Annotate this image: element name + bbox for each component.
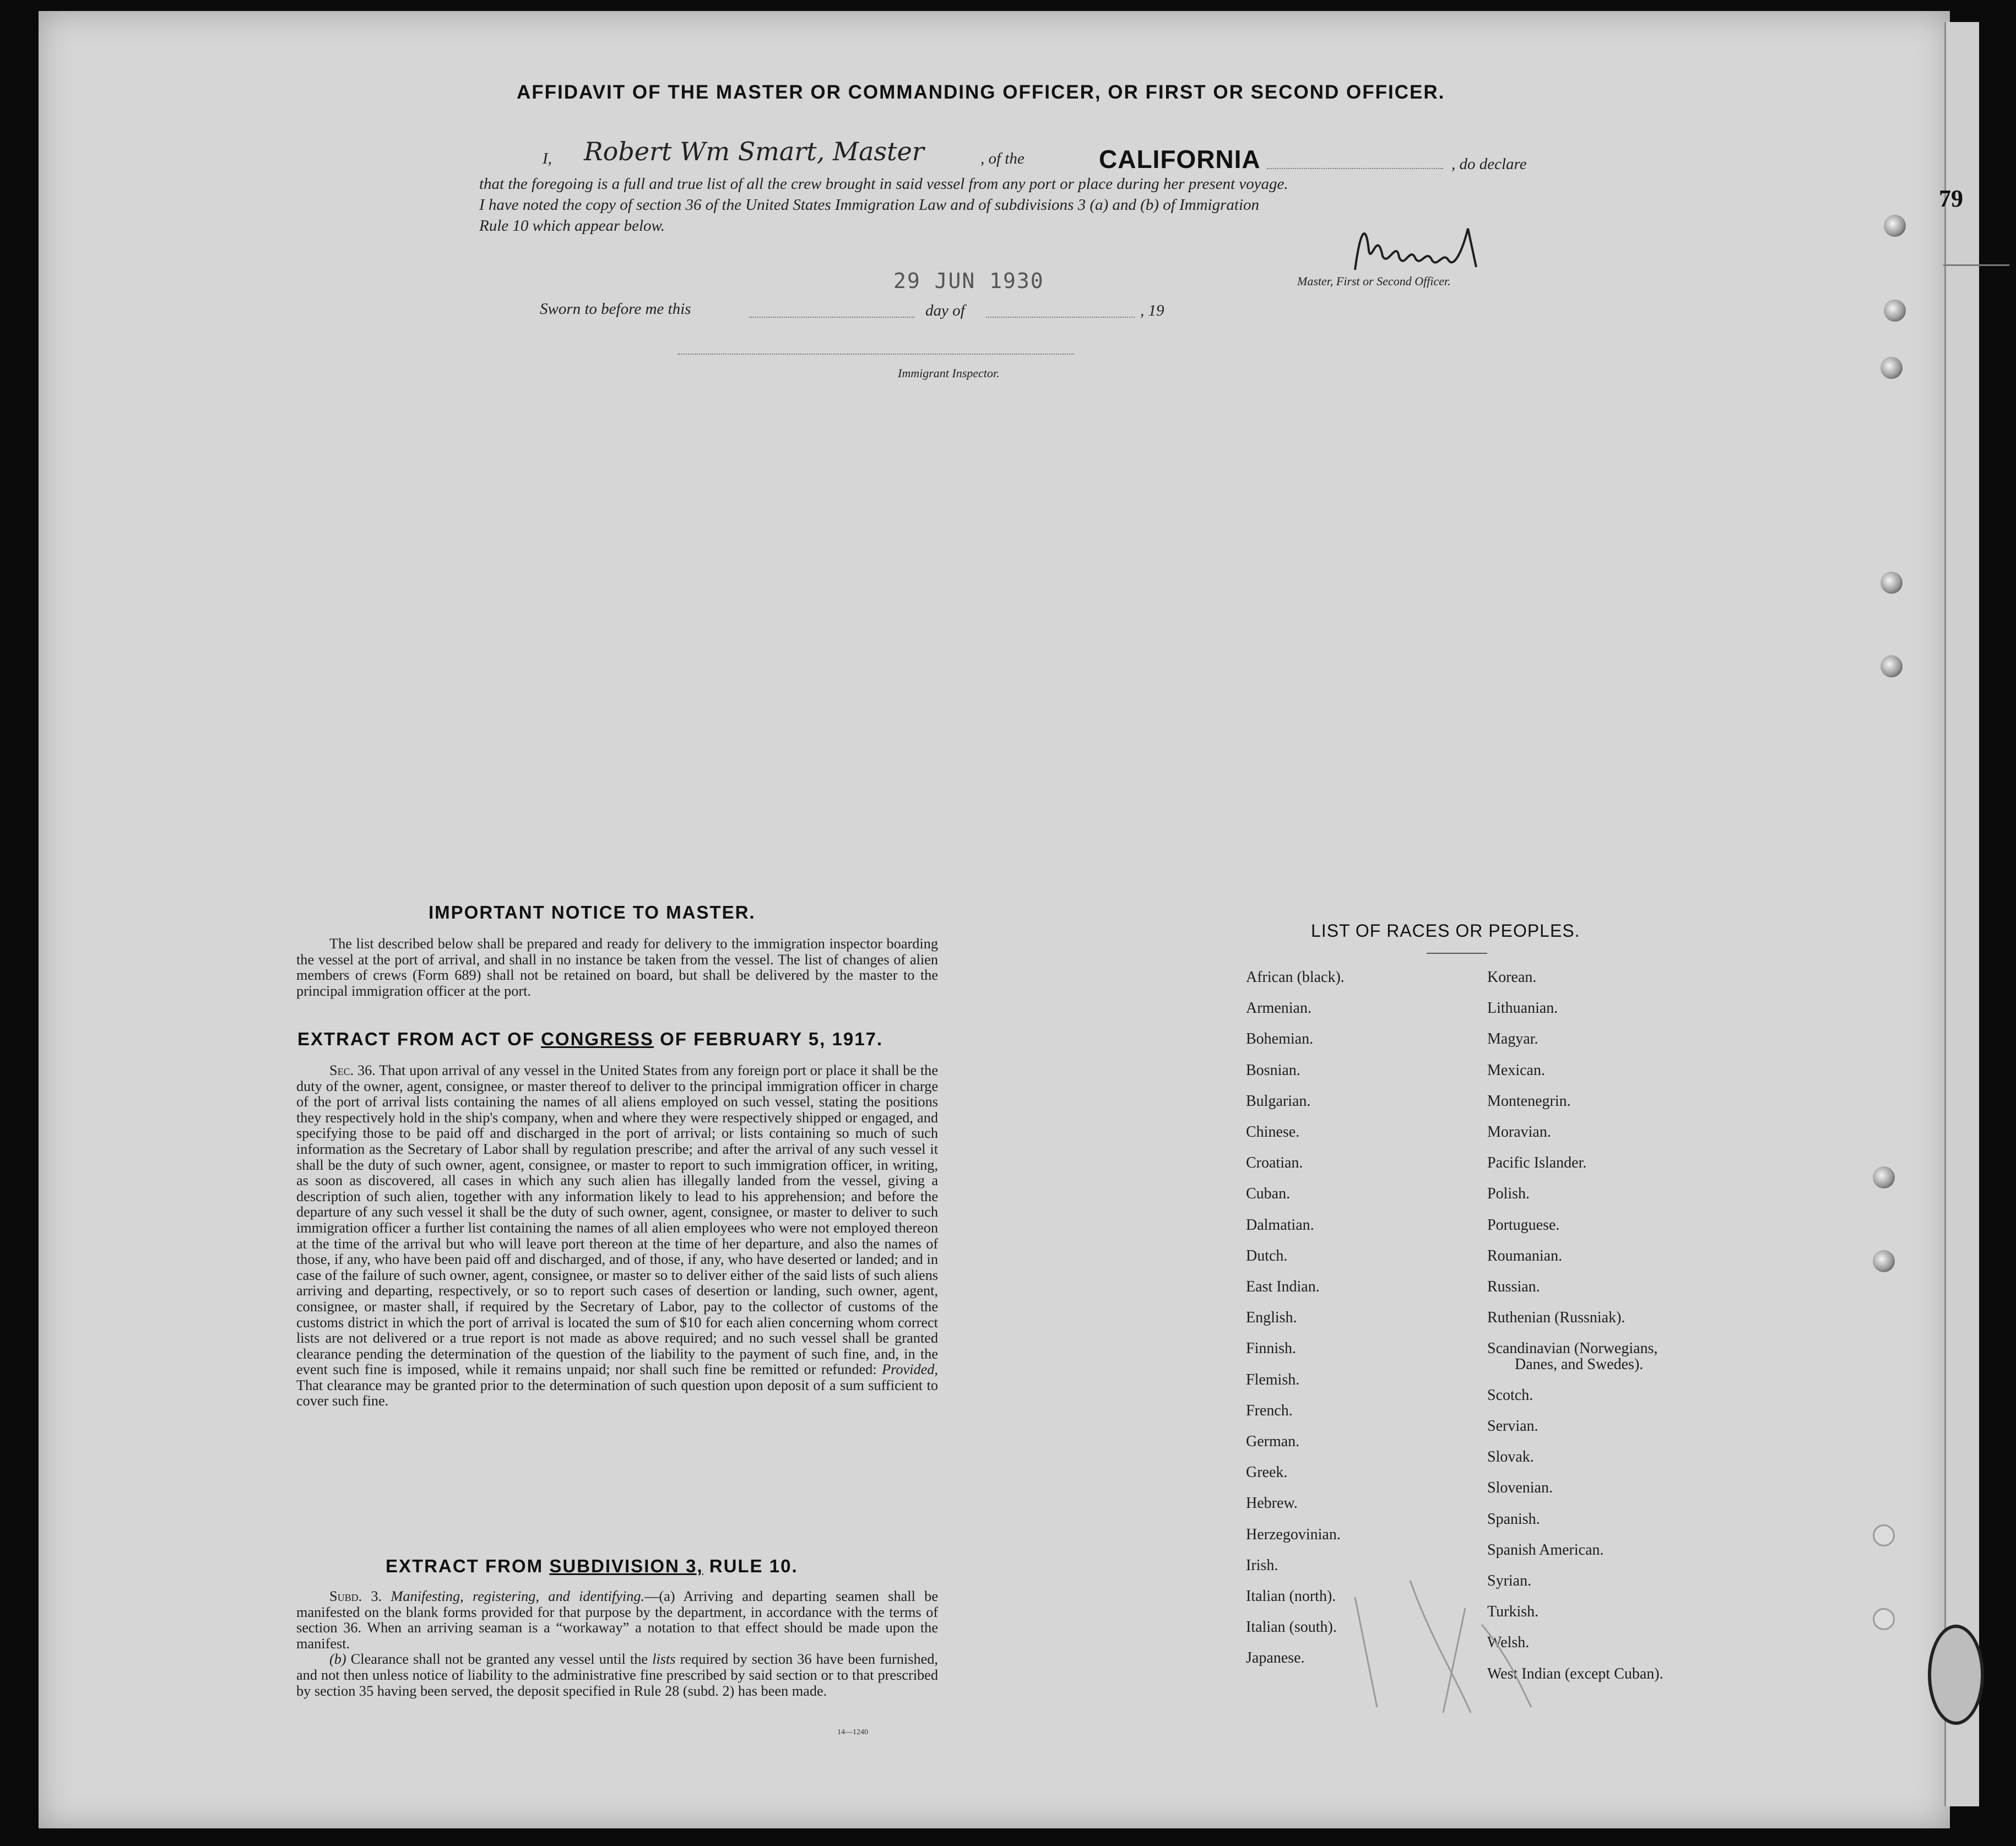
sec-36-label: Sec. 36. [329,1062,376,1078]
rule-title-pre: EXTRACT FROM [386,1556,544,1576]
race-item: Dutch. [1246,1247,1288,1264]
sworn-before: Sworn to before me this [540,300,691,318]
race-item: Scotch. [1487,1386,1533,1404]
rule-paragraph-b [296,1652,938,1699]
master-name-handwritten: Robert Wm Smart, Master [584,137,924,166]
race-item: Hebrew. [1246,1495,1298,1512]
archive-seal [1928,1625,1984,1725]
page-edge-rule [1943,264,2009,266]
race-item: Moravian. [1487,1123,1551,1141]
race-item: Servian. [1487,1418,1538,1435]
notice-paragraph: The list described below shall be prepared and ready for delivery to the immigration inspector boarding the vessel at the port of arrival, and shall in no instance be taken from the vessel. The list of changes of alien members of crews (Form 689) shall not be retained on board, but shall be delivered by the master to the principal immigration officer at the port. [296,936,938,999]
race-item: Slovenian. [1487,1479,1553,1497]
races-title: LIST OF RACES OR PEOPLES. [1311,921,1580,941]
binder-hole [1873,1166,1895,1188]
pencil-marks [1344,1572,1542,1718]
act-paragraph [296,1063,938,1409]
race-item: Polish. [1487,1185,1530,1203]
race-item: African (black). [1246,969,1345,986]
race-item: German. [1246,1433,1300,1450]
affidavit-line-4: Rule 10 which appear below. [479,217,665,235]
rule-paragraph-a [296,1589,938,1652]
race-item: Bohemian. [1246,1030,1314,1048]
race-item: Cuban. [1246,1185,1291,1203]
binder-hole [1880,572,1903,594]
race-item: Chinese. [1246,1123,1300,1141]
act-text: That upon arrival of any vessel in the United States from any foreign port or place it shall be the duty of the owner, agent, consignee, or master thereof to deliver to the principal immigration officer in charge of the port of arrival lists containing the names of all aliens employed on such vessel, stating the positions they respectively hold in the ship's company, when and where they were respectively shipped or engaged, and specifying those to be paid off and discharged in the port of arrival; or lists containing so much of such information as the Secretary of Labor shall by regulation prescribe; and after the arrival of any such vessel it shall be the duty of such owner, agent, consignee, or master to report to such immigration officer, in writing, as soon as discovered, all cases in which any such alien has illegally landed from the vessel, giving a description of such alien, together with any information likely to lead to his apprehension; and before the departure of any such vessel it shall be the duty of such owner, agent, consignee, or master to deliver to such immigration officer a further list containing the names of all alien employees who were not employed thereon at the time of the arrival but who will leave port thereon at the time of her departure, and also the names of those, if any, who have been paid off and discharged, and of those, if any, who have deserted or landed; and in case of the failure of such owner, agent, consignee, or master so to deliver either of the said lists of such aliens arriving and departing, respectively, or so to report such cases of desertion or landing, such owner, agent, consignee, or master shall, if required by the Secretary of Labor, pay to the collector of customs of the customs district in which the port of arrival is located the sum of $10 for each alien concerning whom correct lists are not delivered or a true report is not made as above required; and no such vessel shall be granted clearance pending the determination of the question of the liability to the payment of such fine, and, in the event such fine is imposed, while it remains unpaid; nor shall such fine be remitted or refunded: [296,1062,938,1378]
race-item: Korean. [1487,969,1537,986]
lists-word: lists [652,1651,676,1668]
act-extract-title [297,1029,883,1050]
race-item: Russian. [1487,1278,1540,1295]
race-item: Flemish. [1246,1371,1300,1388]
race-item: Bulgarian. [1246,1092,1311,1110]
rule-title-sub: SUBDIVISION 3, [549,1556,703,1576]
race-item: Dalmatian. [1246,1216,1314,1234]
race-item: Lithuanian. [1487,1000,1558,1017]
race-item: Syrian. [1487,1572,1532,1589]
race-item: Japanese. [1246,1649,1305,1667]
act-text-end: That clearance may be granted prior to the determination of such question upon deposit of a sum sufficient to cover such fine. [296,1377,938,1409]
subd-heading: Manifesting, registering, and identifying. [391,1588,645,1604]
rule-extract-title [386,1556,798,1577]
subd-label: Subd. 3. [329,1588,382,1604]
race-item: Herzegovinian. [1246,1525,1341,1543]
affidavit-do-declare: , do declare [1451,155,1527,173]
race-item: English. [1246,1309,1297,1327]
notice-text [296,936,938,999]
binder-hole [1873,1250,1895,1272]
act-title-congress: CONGRESS [541,1029,654,1049]
binder-hole [1873,1608,1895,1630]
rule-text-b2: required by section 36 have been furnished, and not then unless notice of liability to the administrative fine prescribed by said section or to that prescribed by section 35 having been served, the deposit specified in Rule 28 (subd. 2) has been made. [296,1651,939,1699]
race-item: East Indian. [1246,1278,1320,1295]
page-edge-strip [1944,22,1979,1806]
race-item: Spanish American. [1487,1541,1604,1559]
race-item: Slovak. [1487,1448,1534,1466]
rule-text-a: —(a) Arriving and departing seamen shall be manifested on the blank forms provided for that purpose by the department, in accordance with the terms of section 36. When an arriving seaman is a “workaway” a notation to that effect should be made upon the manifest. [296,1588,939,1652]
race-item: Mexican. [1487,1061,1545,1079]
race-item: Magyar. [1487,1030,1538,1048]
race-item: Spanish. [1487,1510,1540,1528]
b-label: (b) [329,1651,346,1668]
race-item: Roumanian. [1487,1247,1563,1264]
race-item: Italian (north). [1246,1588,1336,1605]
race-item: French. [1246,1402,1293,1419]
affidavit-line-3: I have noted the copy of section 36 of the United States Immigration Law and of subdivisions 3 (a) and (b) of Immigration [479,196,1260,214]
race-item: Italian (south). [1246,1619,1337,1636]
year-label: , 19 [1140,302,1164,319]
binder-hole [1880,655,1903,677]
month-line [986,317,1135,318]
affidavit-of-the: , of the [980,150,1025,167]
race-item: Portuguese. [1487,1216,1560,1234]
provided-word: Provided, [882,1361,939,1378]
races-title-rule [1427,953,1487,954]
sworn-day-line [749,317,914,318]
binder-hole [1880,357,1903,379]
binder-hole [1884,300,1906,322]
date-stamp: 29 JUN 1930 [893,269,1044,293]
inspector-label: Immigrant Inspector. [898,366,1000,380]
race-item: Armenian. [1246,1000,1312,1017]
race-item: West Indian (except Cuban). [1487,1665,1663,1682]
rule-extract-text [296,1589,938,1699]
notice-title: IMPORTANT NOTICE TO MASTER. [429,902,756,922]
act-title-pre: EXTRACT FROM ACT OF [297,1029,535,1049]
affidavit-title: AFFIDAVIT OF THE MASTER OR COMMANDING OFFICER, OR FIRST OR SECOND OFFICER. [517,82,1445,103]
race-item: Finnish. [1246,1340,1297,1358]
vessel-fill-line [1267,168,1443,169]
race-item: Turkish. [1487,1603,1539,1621]
race-item: Irish. [1246,1556,1278,1574]
day-of-label: day of [925,302,965,319]
binder-hole [1873,1524,1895,1546]
race-item: Bosnian. [1246,1061,1300,1079]
page-number: 79 [1939,185,1963,212]
act-extract-text [296,1063,938,1409]
act-title-post: OF FEBRUARY 5, 1917. [660,1029,884,1049]
rule-text-b1: Clearance shall not be granted any vessel until the [350,1651,648,1668]
race-item: Croatian. [1246,1154,1303,1172]
rule-title-post: RULE 10. [709,1556,798,1576]
vessel-name: CALIFORNIA [1099,145,1261,173]
inspector-signature-line [678,354,1074,355]
affidavit-line-2: that the foregoing is a full and true list of all the crew brought in said vessel from any port or place during her present voyage. [479,175,1288,193]
binder-hole [1884,215,1906,237]
race-item: Montenegrin. [1487,1092,1571,1110]
race-item: Pacific Islander. [1487,1154,1587,1172]
race-item: Welsh. [1487,1634,1530,1652]
signature-label: Master, First or Second Officer. [1297,274,1451,288]
race-item: Greek. [1246,1464,1288,1481]
race-item: Ruthenian (Russniak). [1487,1309,1625,1327]
form-number: 14—1240 [837,1728,868,1736]
race-item: Danes, and Swedes). [1515,1355,1644,1373]
master-signature [1344,218,1498,278]
race-item: Scandinavian (Norwegians, [1487,1340,1658,1358]
affidavit-i: I, [543,150,552,167]
